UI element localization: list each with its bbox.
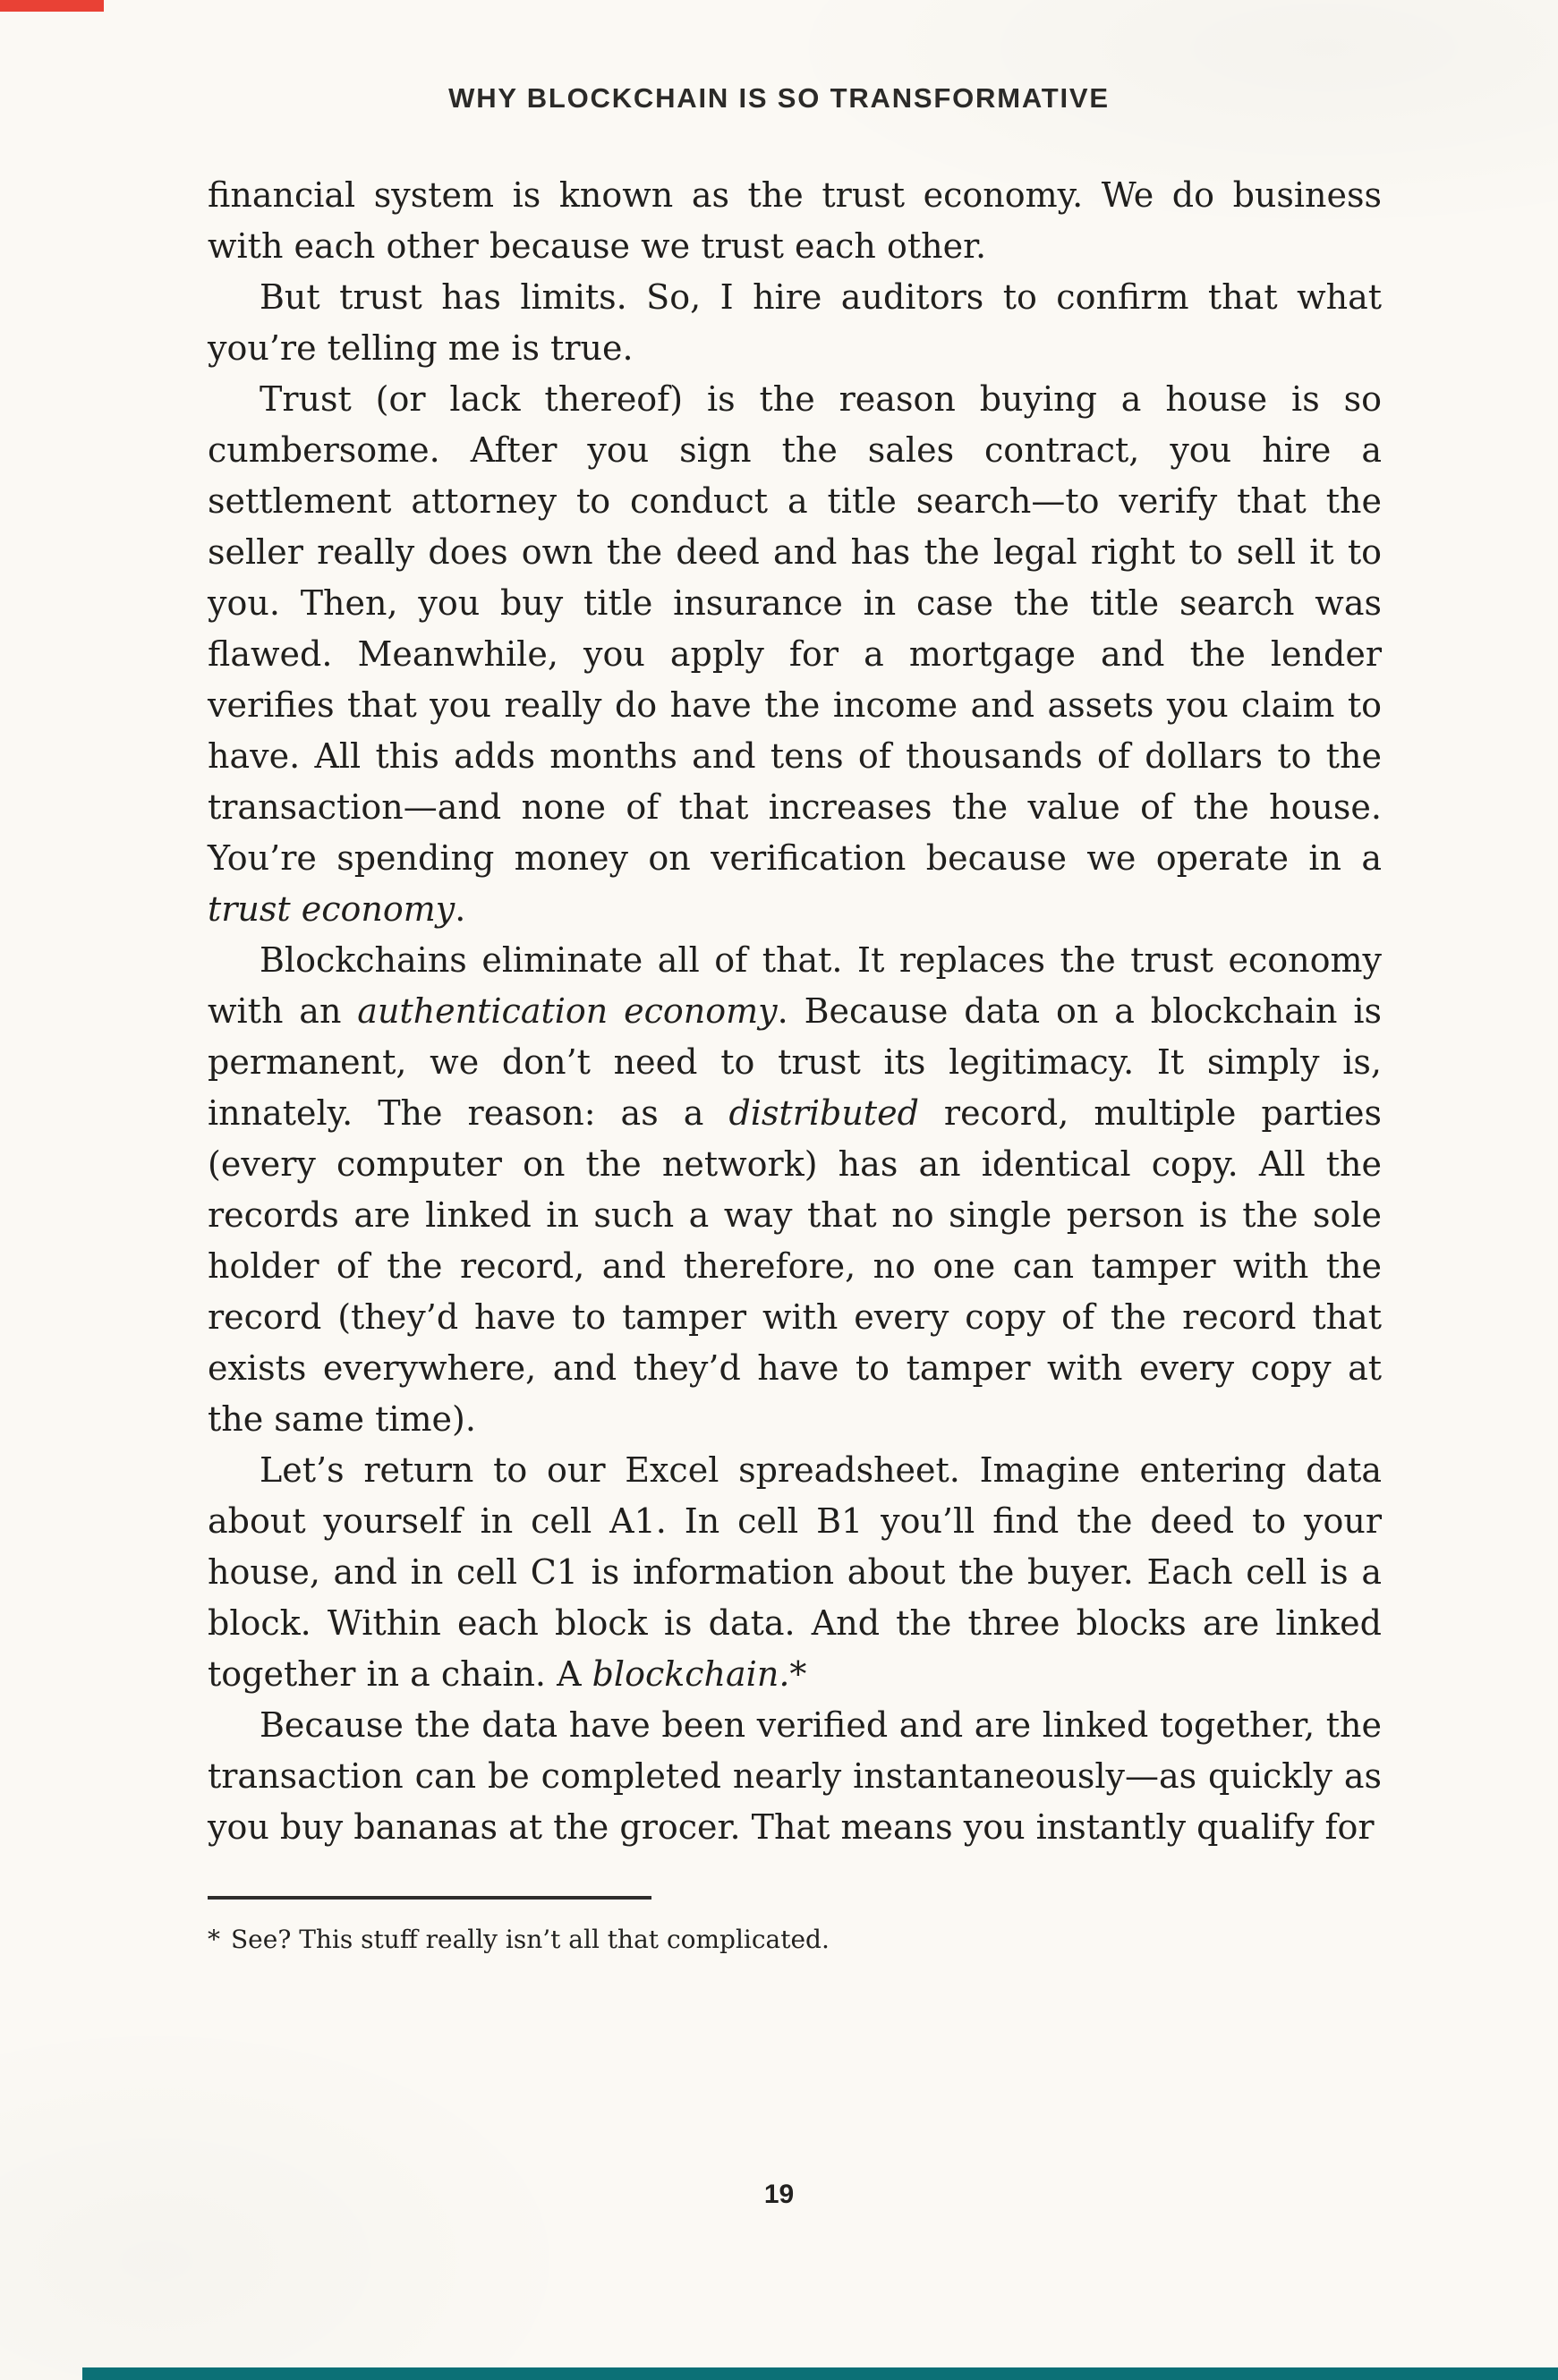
paragraph [208,272,1382,374]
text-segment: * [789,1654,807,1694]
italic-text-segment: trust economy [208,889,455,929]
italic-text-segment: authentication economy [357,991,778,1031]
footnote-rule [208,1896,651,1900]
text-segment: Let’s return to our Excel spreadsheet. Imagine entering data about yourself in cell A1. In cell B1 you’ll find the deed to your house, and in cell C1 is information about the buyer. Each cell is a block. Within each block is data. And the three blocks are linked together in a chain. A [208,1450,1382,1694]
text-segment: Trust (or lack thereof) is the reason buying a house is so cumbersome. After you sign the sales contract, you hire a settlement attorney to conduct a title search—to verify that the seller really does own the deed and has the legal right to sell it to you. Then, you buy title insurance in case the title search was flawed. Meanwhile, you apply for a mortgage and the lender verifies that you really do have the income and assets you claim to have. All this adds months and tens of thousands of dollars to the transaction—and none of that increases the value of the house. You’re spending money on verification because we operate in a [208,379,1382,878]
footnote-text: See? This stuff really isn’t all that complicated. [231,1925,830,1954]
paragraph [208,1445,1382,1700]
italic-text-segment: blockchain. [592,1654,790,1694]
scan-artifact-top-bar [0,0,104,12]
text-segment: But trust has limits. So, I hire auditors to confirm that what you’re telling me is true. [208,277,1382,368]
scan-artifact-bottom-bar [82,2367,1558,2380]
paragraph [208,374,1382,935]
text-segment: Because the data have been verified and are linked together, the transaction can be completed nearly instantaneously—as quickly as you buy bananas at the grocer. That means you instantly qualify for [208,1705,1382,1847]
paragraph [208,170,1382,272]
footnote-marker: * [208,1925,220,1954]
paragraph [208,1700,1382,1853]
text-segment: Blockchains eliminate all of that. It replaces the trust economy with an [208,940,1382,1031]
page-number: 19 [763,2180,795,2209]
running-header: WHY BLOCKCHAIN IS SO TRANSFORMATIVE [448,82,1110,114]
italic-text-segment: distributed [728,1093,919,1133]
paragraph [208,935,1382,1445]
text-segment: . Because data on a blockchain is permanent, we don’t need to trust its legitimacy. It simply is, innately. The reason: as a [208,991,1382,1133]
text-segment: . [455,889,466,929]
text-segment: financial system is known as the trust economy. We do business with each other because we trust each other. [208,175,1382,266]
footnote [208,1896,1382,1957]
footnote-line [208,1923,1382,1957]
text-segment: record, multiple parties (every computer on the network) has an identical copy. All the records are linked in such a way that no single person is the sole holder of the record, and therefore, no one can tamper with the record (they’d have to tamper with every copy of the record that exists everywhere, and they’d have to tamper with every copy at the same time). [208,1093,1382,1439]
body-text [208,170,1382,1853]
